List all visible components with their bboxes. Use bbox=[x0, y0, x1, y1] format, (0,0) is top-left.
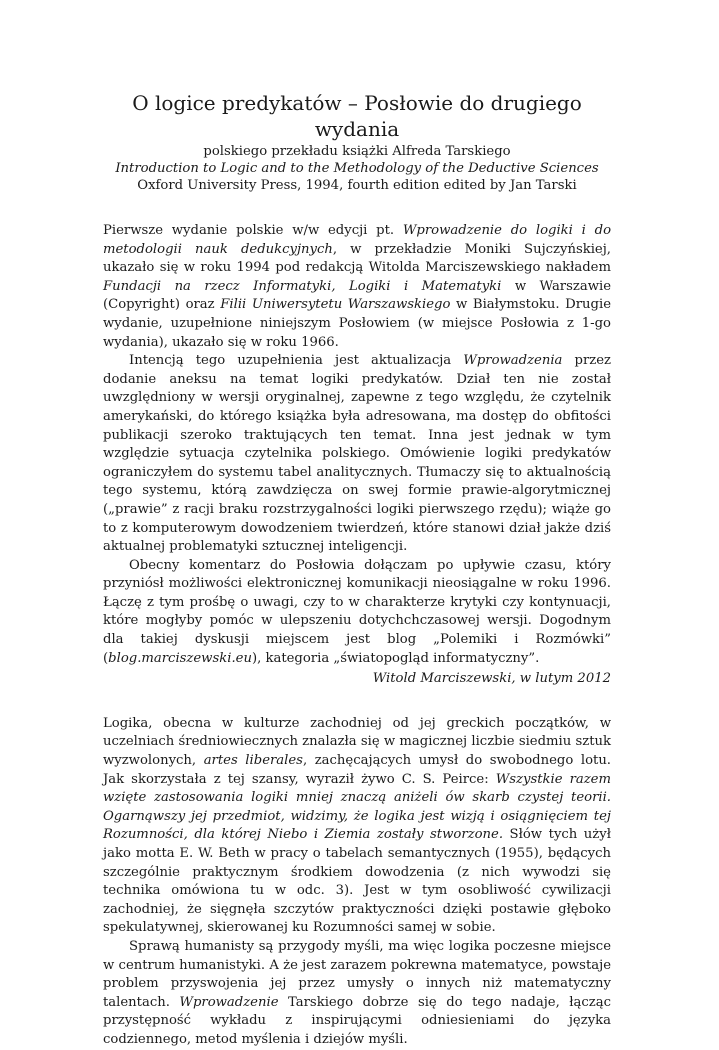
subtitle-book-title: Introduction to Logic and to the Methodology of the Deductive Sciences bbox=[115, 161, 599, 176]
document-page bbox=[103, 90, 611, 1050]
preface-section bbox=[103, 222, 611, 689]
main-section bbox=[103, 715, 611, 1050]
subtitle-publisher: Oxford University Press, 1994, fourth edition edited by Jan Tarski bbox=[137, 178, 577, 193]
subtitle-translation: polskiego przekładu książki Alfreda Tarskiego bbox=[203, 144, 511, 159]
paragraph-intention: Intencją tego uzupełnienia jest aktualizacja Wprowadzenia przez dodanie aneksu na temat logiki predykatów. Dział ten nie został uwzględniony w wersji oryginalnej, zapewne z tego względu, że czytelnik amerykański, do którego książka była adresowana, ma dostęp do obfitości publikacji szeroko traktujących ten temat. Inna jest jednak w tym względzie sytuacja czytelnika polskiego. Omówienie logiki predykatów ograniczyłem do systemu tabel analitycznych. Tłumaczy się to aktualnością tego systemu, którą zawdzięcza on swej formie prawie-algorytmicznej („prawie” z racji braku rozstrzygalności logiki pierwszego rzędu); wiąże go to z komputerowym dowodzeniem twierdzeń, które stanowi dział jakże dziś aktualnej problematyki sztucznej inteligencji. bbox=[103, 353, 611, 555]
document-title: O logice predykatów – Posłowie do drugiego wydania bbox=[132, 91, 582, 141]
paragraph-logic-history: Logika, obecna w kulturze zachodniej od jej greckich początków, w uczelniach średniowiecznych znalazła się w magicznej liczbie siedmiu sztuk wyzwolonych, artes liberales, zachęcających umysł do swobodnego lotu. Jak skorzystała z tej szansy, wyraził żywo C. S. Peirce: Wszystkie razem wzięte zastosowania logiki mniej znaczą aniżeli ów skarb czystej teorii. Ogarnąwszy jej przedmiot, widzimy, że logika jest wizją i osiągnięciem tej Rozumności, dla której Niebo i Ziemia zostały stworzone. Słów tych użył jako motta E. W. Beth w pracy o tabelach semantycznych (1955), będących szczególnie praktycznym środkiem dowodzenia (z nich wywodzi się technika omówiona tu w odc. 3). Jest w tym osobliwość cywilizacji zachodniej, że sięgnęła szczytów praktyczności dzięki postawie głęboko spekulatywnej, skierowanej ku Rozumności samej w sobie. bbox=[103, 715, 612, 936]
paragraph-humanist: Sprawą humanisty są przygody myśli, ma więc logika poczesne miejsce w centrum humanistyki. A że jest zarazem pokrewna matematyce, powstaje problem przyswojenia jej przez umysły o innych niż matematyczny talentach. Wprowadzenie Tarskiego dobrze się do tego nadaje, łącząc przystępność wykładu z inspirującymi odniesieniami do języka codziennego, metod myślenia i dziejów myśli. bbox=[103, 938, 611, 1047]
author-signature: Witold Marciszewski, w lutym 2012 bbox=[372, 671, 611, 687]
paragraph-current-comment: Obecny komentarz do Posłowia dołączam po upływie czasu, który przyniósł możliwości elektronicznej komunikacji nieosiągalne w roku 1996. Łączę z tym prośbę o uwagi, czy to w charakterze krytyki czy kontynuacji, które mogłyby pomóc w ulepszeniu dotychchczasowej wersji. Dogodnym dla takiej dyskusji miejscem jest blog „Polemiki i Rozmówki” (blog.marciszewski.eu), kategoria „światopogląd informatyczny”. bbox=[103, 557, 611, 666]
paragraph-first-edition: Pierwsze wydanie polskie w/w edycji pt. Wprowadzenie do logiki i do metodologii nauk dedukcyjnych, w przekładzie Moniki Sujczyńskiej, ukazało się w roku 1994 pod redakcją Witolda Marciszewskiego nakładem Fundacji na rzecz Informatyki, Logiki i Matematyki w Warszawie (Copyright) oraz Filii Uniwersytetu Warszawskiego w Białymstoku. Drugie wydanie, uzupełnione niniejszym Posłowiem (w miejsce Posłowia z 1-go wydania), ukazało się w roku 1966. bbox=[103, 223, 612, 350]
